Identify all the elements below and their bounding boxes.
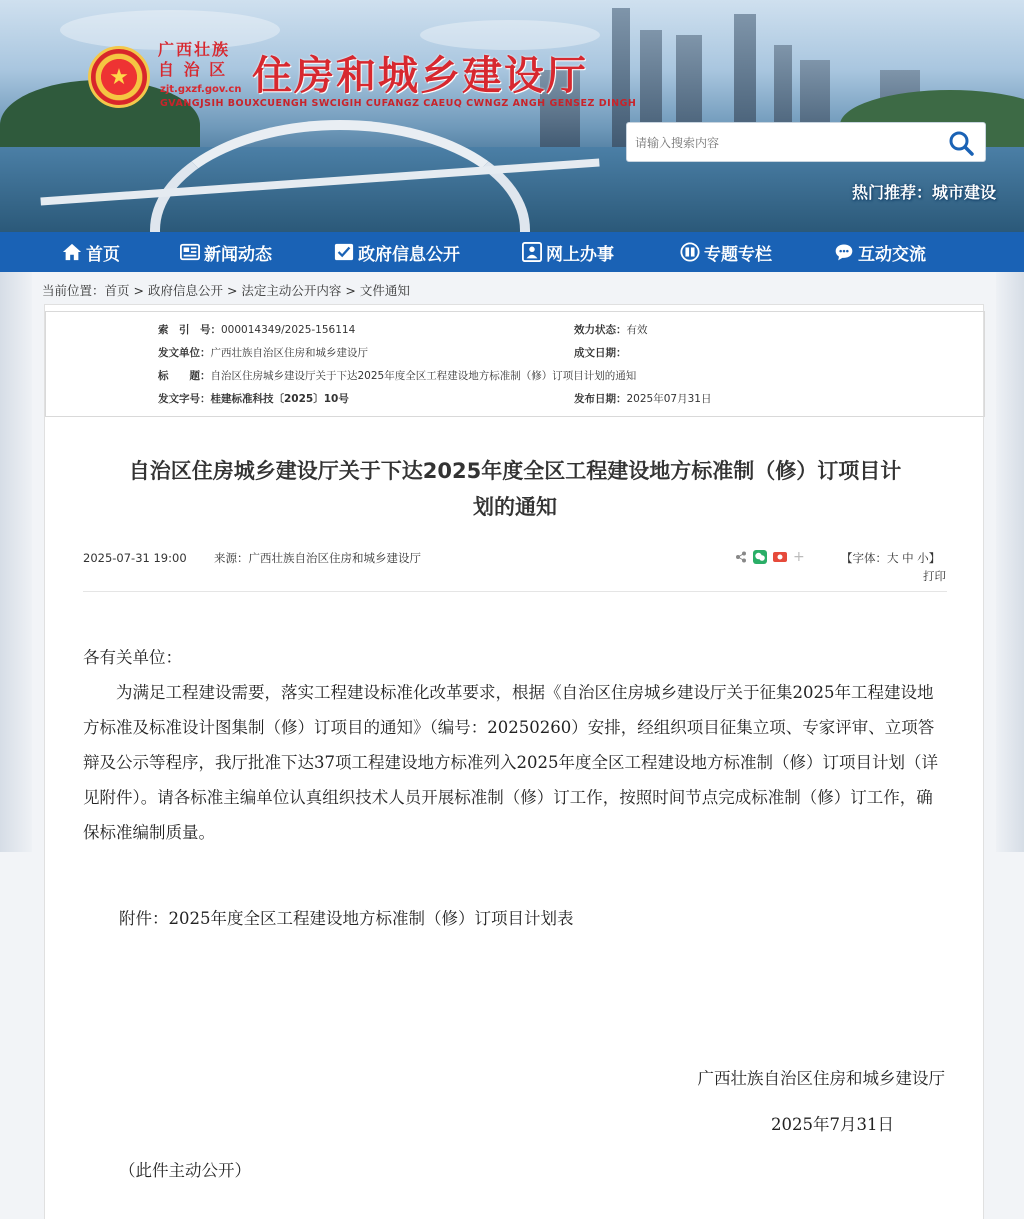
body-paragraph: 为满足工程建设需要，落实工程建设标准化改革要求，根据《自治区住房城乡建设厅关于征集2025年工程建设地方标准及标准设计图集制（修）订项目的通知》（编号：20250260）安排，经组织项目征集立项、专家评审、立项答辩及公示等程序，我厅批准下达37项工程建设地方标准列入2025年度全区工程建设地方标准制（修）订项目计划（详见附件）。请各标准主编单位认真组织技术人员开展标准制（修）订工作，按照时间节点完成标准制（修）订工作，确保标准编制质量。 [83, 683, 938, 842]
meta-validity-value: 有效 [626, 324, 648, 336]
attachment-link[interactable]: 附件：2025年度全区工程建设地方标准制（修）订项目计划表 [119, 909, 574, 928]
share-icon[interactable] [735, 551, 747, 563]
breadcrumb-gov-info[interactable]: 政府信息公开 [147, 283, 223, 298]
public-note: （此件主动公开） [119, 1161, 251, 1180]
search-box [626, 122, 986, 162]
article-body [83, 640, 949, 850]
meta-docno [158, 391, 349, 406]
share-tools [735, 549, 805, 565]
signature-date: 2025年7月31日 [771, 1115, 894, 1134]
nav-label: 互动交流 [858, 244, 926, 265]
meta-pubdate-label: 发布日期： [574, 393, 627, 405]
signature-issuer: 广西壮族自治区住房和城乡建设厅 [697, 1069, 945, 1088]
meta-issuer-value: 广西壮族自治区住房和城乡建设厅 [210, 347, 368, 359]
breadcrumb-separator: > [341, 283, 360, 298]
weibo-icon[interactable] [773, 552, 787, 562]
nav-item-home[interactable] [62, 232, 120, 272]
meta-issuer [158, 345, 368, 360]
meta-index-label: 索 引 号： [158, 324, 221, 336]
side-decoration-right [996, 272, 1024, 852]
nav-label: 首页 [86, 244, 120, 265]
breadcrumb-separator: > [129, 283, 148, 298]
article-datetime: 2025-07-31 19:00 [83, 551, 187, 565]
search-icon[interactable] [947, 129, 975, 157]
article-source: 来源：广西壮族自治区住房和城乡建设厅 [213, 551, 421, 565]
article-container [44, 304, 984, 1219]
national-emblem-icon: ★ [88, 46, 150, 108]
print-button[interactable]: 打印 [923, 569, 946, 583]
main-nav [0, 232, 1024, 272]
chat-icon [834, 242, 854, 262]
site-name-en: GVANGJSIH BOUXCUENGH SWCIGIH CUFANGZ CAEUQ CWNGZ ANGH GENSEZ DINGH [160, 98, 637, 109]
meta-pubdate [574, 391, 711, 406]
article-title [75, 453, 955, 525]
meta-issuer-label: 发文单位： [158, 347, 211, 359]
nav-label: 网上办事 [546, 244, 614, 265]
search-input[interactable] [635, 132, 935, 154]
more-share-icon[interactable]: + [793, 549, 805, 565]
nav-label: 专题专栏 [704, 244, 772, 265]
meta-created-label: 成文日期： [574, 347, 627, 359]
site-url: zjt.gxzf.gov.cn [160, 84, 242, 95]
topic-icon [680, 242, 700, 262]
news-icon [180, 242, 200, 262]
hot-link[interactable]: 城市建设 [931, 183, 996, 202]
hot-recommend [852, 180, 996, 203]
breadcrumb-separator: > [222, 283, 242, 298]
breadcrumb-legal-content[interactable]: 法定主动公开内容 [241, 283, 342, 298]
nav-label: 政府信息公开 [358, 244, 460, 265]
meta-title-label: 标 题： [158, 370, 211, 382]
hot-label: 热门推荐： [851, 183, 932, 202]
header-banner [0, 0, 1024, 232]
article-title-line-1: 自治区住房城乡建设厅关于下达2025年度全区工程建设地方标准制（修）订项目计 [128, 459, 902, 483]
meta-title-value: 自治区住房城乡建设厅关于下达2025年度全区工程建设地方标准制（修）订项目计划的通知 [210, 370, 637, 382]
meta-pubdate-value: 2025年07月31日 [626, 393, 712, 405]
home-icon [62, 242, 82, 262]
article-info [83, 550, 421, 566]
breadcrumb-prefix: 当前位置： [42, 283, 105, 298]
nav-item-online-service[interactable] [522, 232, 614, 272]
region-name [158, 40, 230, 80]
font-size-control[interactable]: 【字体：大 中 小】 [841, 551, 941, 565]
meta-title [158, 368, 636, 383]
document-meta-table [45, 311, 985, 417]
nav-item-news[interactable] [180, 232, 272, 272]
info-icon [334, 242, 354, 262]
meta-index-value: 000014349/2025-156114 [221, 324, 356, 336]
wechat-icon[interactable] [753, 550, 767, 564]
meta-index [158, 322, 355, 337]
divider [83, 591, 947, 592]
breadcrumb-home[interactable]: 首页 [104, 283, 130, 298]
region-line-1: 广西壮族 [158, 40, 231, 59]
article-title-line-2: 划的通知 [473, 495, 557, 519]
meta-validity [574, 322, 648, 337]
service-icon [522, 242, 542, 262]
meta-docno-label: 发文字号： [158, 393, 211, 405]
salutation: 各有关单位： [83, 648, 182, 667]
nav-label: 新闻动态 [204, 244, 272, 265]
region-line-2: 自 治 区 [158, 60, 228, 79]
side-decoration-left [0, 272, 32, 852]
nav-item-gov-info[interactable] [334, 232, 460, 272]
meta-validity-label: 效力状态： [574, 324, 627, 336]
nav-item-topics[interactable] [680, 232, 772, 272]
meta-created [574, 345, 627, 360]
breadcrumb-file-notice[interactable]: 文件通知 [359, 283, 410, 298]
site-name[interactable]: 住房和城乡建设厅 [252, 52, 588, 99]
breadcrumb [42, 281, 410, 299]
meta-docno-value: 桂建标准科技〔2025〕10号 [210, 393, 349, 405]
nav-item-interaction[interactable] [834, 232, 926, 272]
